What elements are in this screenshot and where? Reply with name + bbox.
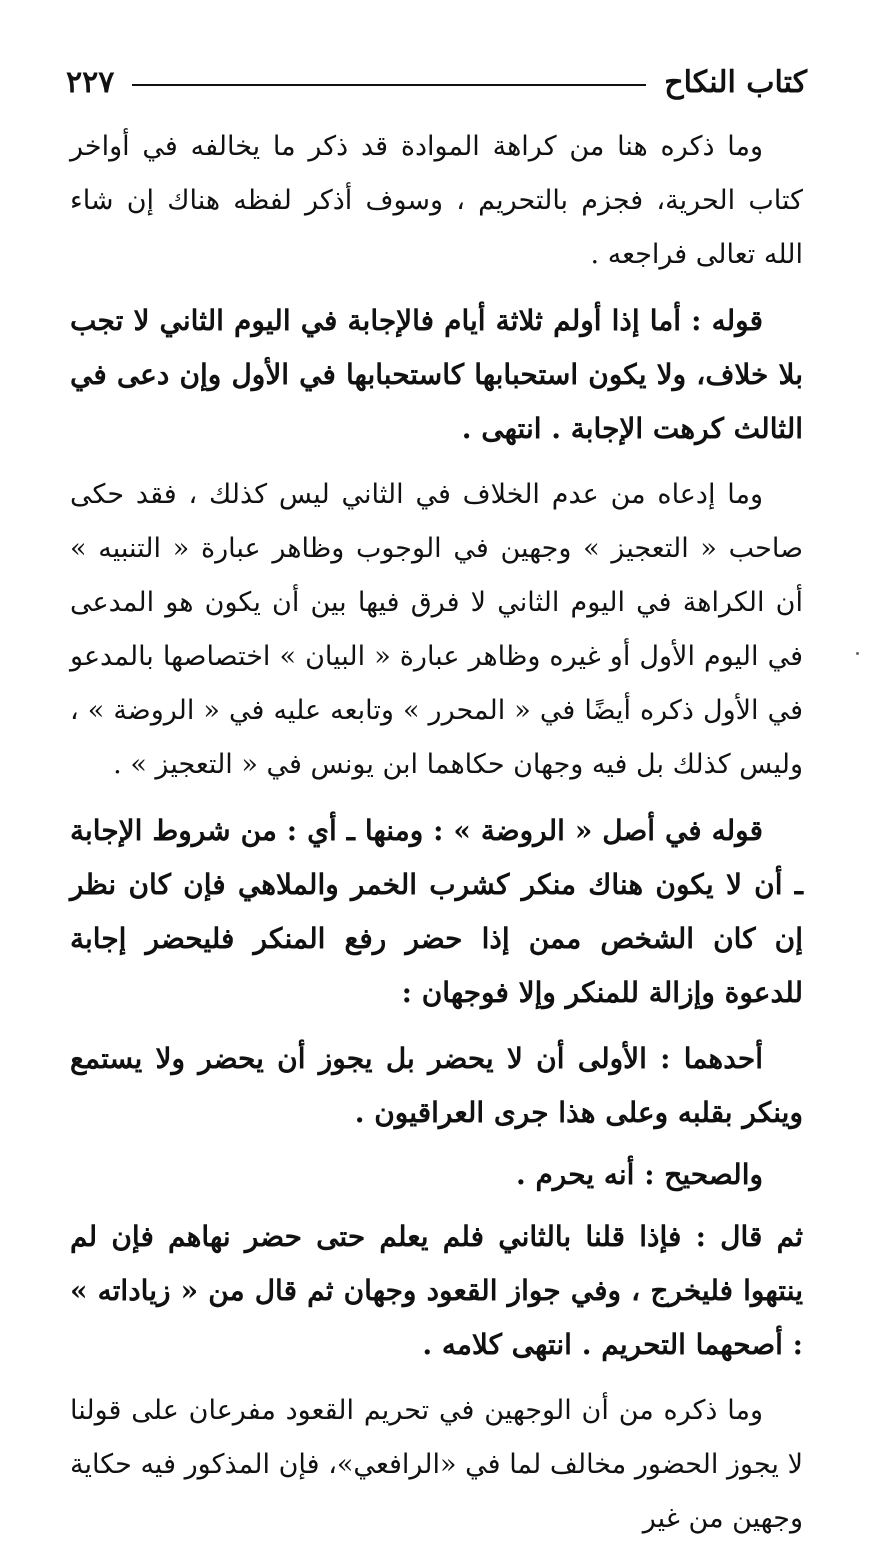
margin-speck bbox=[856, 652, 859, 655]
paragraph-6-quote: والصحيح : أنه يحرم . bbox=[515, 1158, 763, 1191]
paragraph-5-quote: أحدهما : الأولى أن لا يحضر بل يجوز أن يحضر ولا يستمع وينكر بقلبه وعلى هذا جرى العراقيون . bbox=[70, 1042, 803, 1129]
paragraph-2-quote: قوله : أما إذا أولم ثلاثة أيام فالإجابة في اليوم الثاني لا تجب بلا خلاف، ولا يكون استحبابها كاستحبابها في الأول وإن دعى في الثالث كرهت الإجابة . انتهى . bbox=[70, 304, 803, 445]
header-rule bbox=[132, 84, 646, 86]
paragraph-8: وما ذكره من أن الوجهين في تحريم القعود مفرعان على قولنا لا يجوز الحضور مخالف لما في «الرافعي»، فإن المذكور فيه حكاية وجهين من غير bbox=[70, 1395, 803, 1534]
running-header bbox=[66, 58, 807, 106]
paragraph-1: وما ذكره هنا من كراهة الموادة قد ذكر ما يخالفه في أواخر كتاب الحرية، فجزم بالتحريم ، وسوف أذكر لفظه هناك إن شاء الله تعالى فراجعه . bbox=[70, 131, 803, 270]
paragraph-3: وما إدعاه من عدم الخلاف في الثاني ليس كذلك ، فقد حكى صاحب « التعجيز » وجهين في الوجوب وظاهر عبارة « التنبيه » أن الكراهة في اليوم الثاني لا فرق فيها بين أن يكون هو المدعى في اليوم الأول أو غيره وظاهر عبارة « البيان » اختصاصها بالمدعو في الأول ذكره أيضًا في « المحرر » وتابعه عليه في « الروضة » ، وليس كذلك بل فيه وجهان حكاهما ابن يونس في « التعجيز » . bbox=[70, 479, 803, 780]
body-text bbox=[70, 120, 803, 1558]
paragraph-4-quote: قوله في أصل « الروضة » : ومنها ـ أي : من شروط الإجابة ـ أن لا يكون هناك منكر كشرب الخمر والملاهي فإن كان نظر إن كان الشخص ممن إذا حضر رفع المنكر فليحضر إجابة للدعوة وإزالة للمنكر وإلا فوجهان : bbox=[70, 814, 803, 1009]
paragraph-7-quote: ثم قال : فإذا قلنا بالثاني فلم يعلم حتى حضر نهاهم فإن لم ينتهوا فليخرج ، وفي جواز القعود وجهان ثم قال من « زياداته » : أصحهما التحريم . انتهى كلامه . bbox=[70, 1220, 803, 1361]
page-number: ٢٢٧ bbox=[66, 64, 115, 100]
chapter-title: كتاب النكاح bbox=[664, 64, 807, 100]
